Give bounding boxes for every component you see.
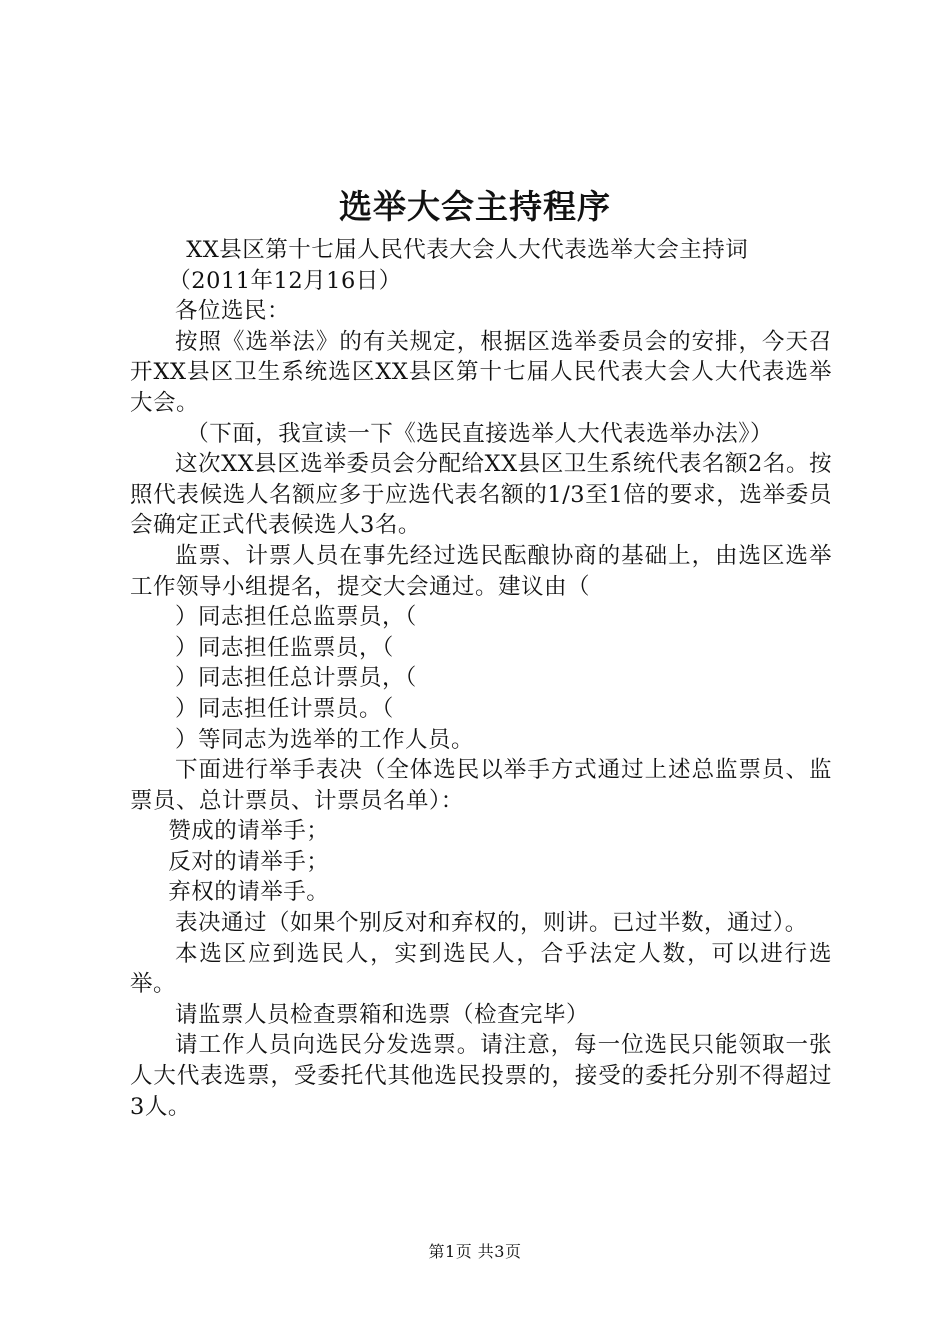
paragraph-abstain: 弃权的请举手。	[168, 879, 330, 906]
paragraph-in-favor: 赞成的请举手；	[168, 818, 330, 845]
paragraph-reading-note: （下面，我宣读一下《选民直接选举人大代表选举办法》）	[186, 420, 774, 447]
page-footer: 第1页 共3页	[428, 1242, 522, 1261]
paragraph-staff: ）等同志为选举的工作人员。	[175, 726, 475, 753]
document-title: 选举大会主持程序	[339, 187, 611, 226]
paragraph-subtitle: XX县区第十七届人民代表大会人大代表选举大会主持词	[186, 237, 749, 263]
paragraph-inspect-box: 请监票人员检查票箱和选票（检查完毕）	[175, 1001, 590, 1028]
paragraph-against: 反对的请举手；	[168, 848, 330, 875]
paragraph-chief-monitor: ）同志担任总监票员，（	[175, 604, 417, 631]
paragraph-date: （2011年12月16日）	[168, 267, 402, 294]
paragraph-chief-counter: ）同志担任总计票员，（	[175, 665, 417, 692]
paragraph-vote-passed: 表决通过（如果个别反对和弃权的，则讲。已过半数，通过）。	[175, 910, 808, 937]
paragraph-quorum: 本选区应到选民人，实到选民人，合乎法定人数，可以进行选举。	[130, 940, 832, 998]
paragraph-quota: 这次XX县区选举委员会分配给XX县区卫生系统代表名额2名。按照代表候选人名额应多于应选代表名额的1/3至1倍的要求，选举委员会确定正式代表候选人3名。	[130, 451, 832, 539]
document-body	[130, 235, 832, 1122]
paragraph-staff-proposal: 监票、计票人员在事先经过选民酝酿协商的基础上，由选区选举工作领导小组提名，提交大会通过。建议由（	[130, 542, 832, 600]
paragraph-monitor: ）同志担任监票员，（	[175, 634, 394, 661]
paragraph-counter: ）同志担任计票员。（	[175, 695, 394, 722]
paragraph-distribute-ballots: 请工作人员向选民分发选票。请注意，每一位选民只能领取一张人大代表选票，受委托代其他选民投票的，接受的委托分别不得超过3人。	[130, 1032, 832, 1120]
paragraph-show-of-hands: 下面进行举手表决（全体选民以举手方式通过上述总监票员、监票员、总计票员、计票员名单）：	[130, 757, 832, 814]
paragraph-intro: 按照《选举法》的有关规定，根据区选举委员会的安排，今天召开XX县区卫生系统选区XX县区第十七届人民代表大会人大代表选举大会。	[130, 328, 832, 416]
paragraph-greeting: 各位选民：	[175, 298, 291, 325]
